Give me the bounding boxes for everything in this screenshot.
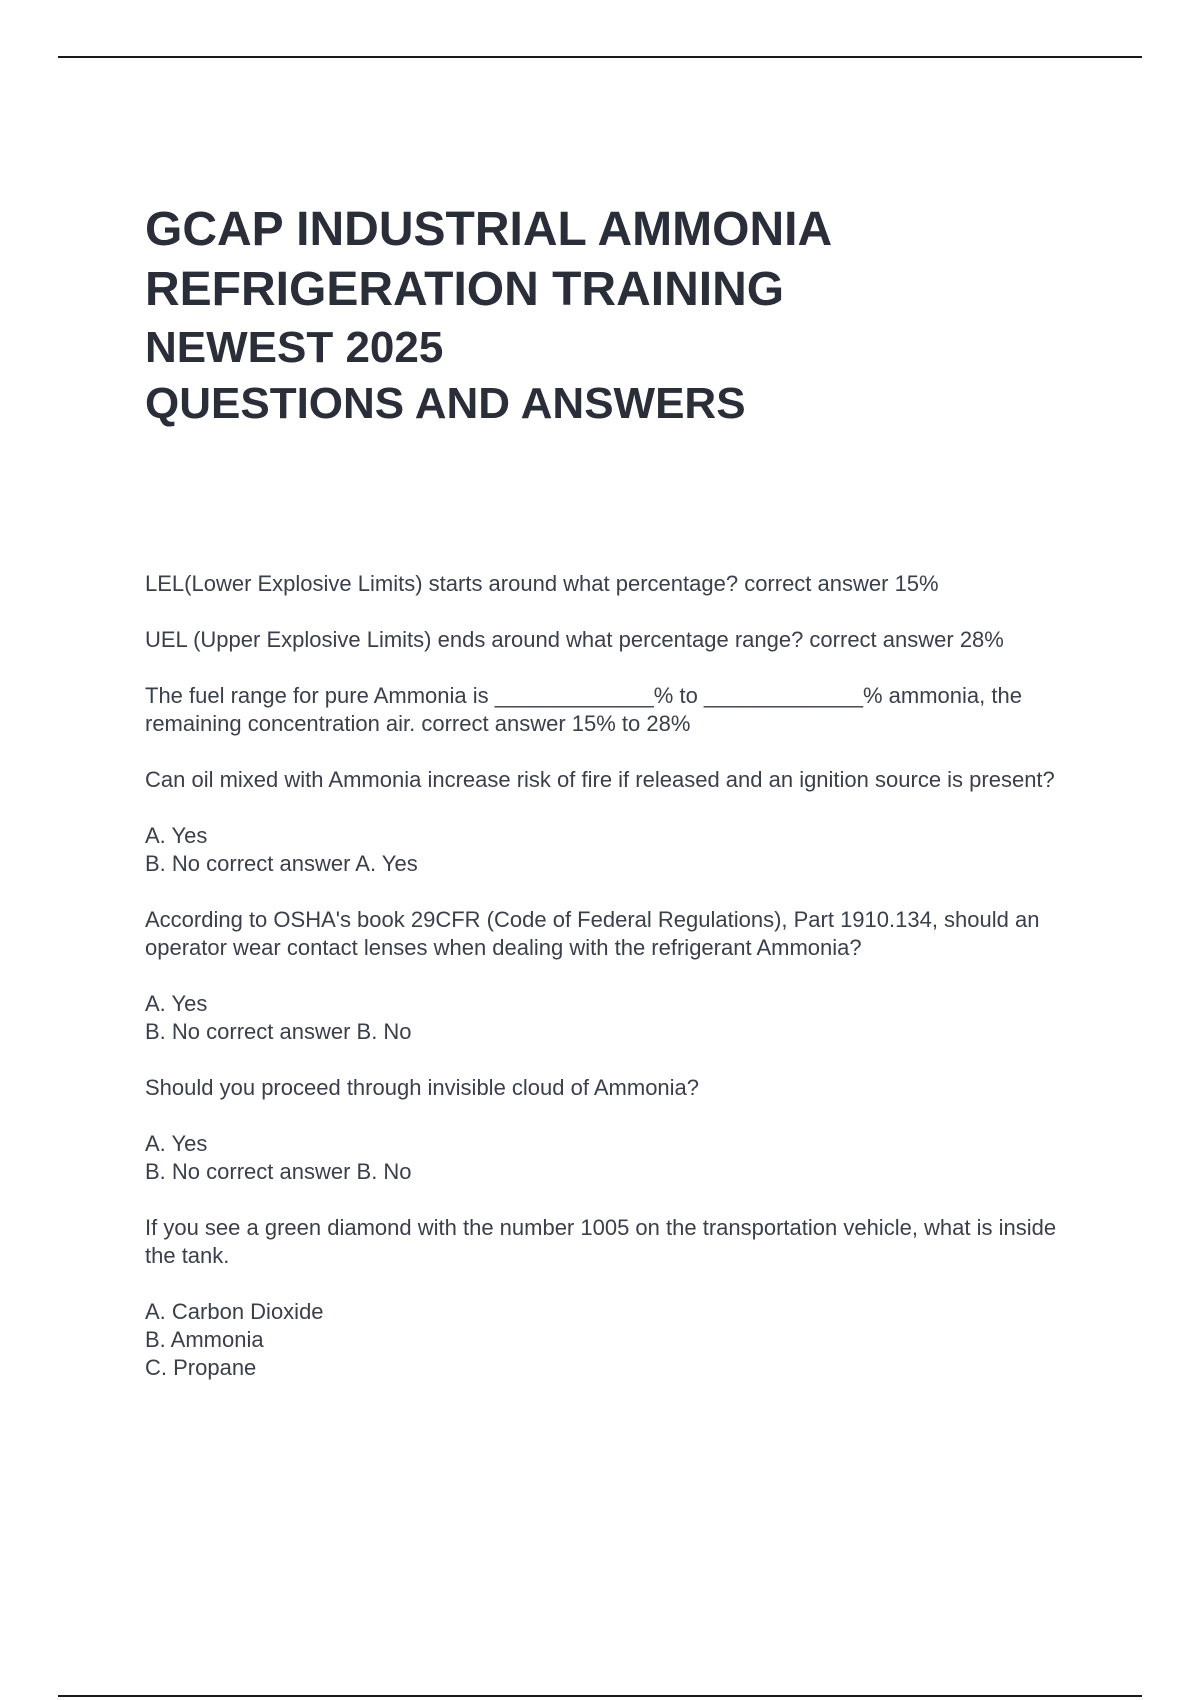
question-4-options xyxy=(145,822,1085,878)
question-5-options xyxy=(145,990,1085,1046)
question-6-options xyxy=(145,1130,1085,1186)
question-6: Should you proceed through invisible cloud of Ammonia? xyxy=(145,1075,700,1100)
option-b: B. No correct answer A. Yes xyxy=(145,851,418,876)
option-c: C. Propane xyxy=(145,1355,257,1380)
document-title xyxy=(145,200,1105,432)
option-a: A. Yes xyxy=(145,991,208,1016)
question-3: The fuel range for pure Ammonia is _____________% to _____________% ammonia, the remaining concentration air. correct answer 15% to 28% xyxy=(145,683,1022,736)
title-line-4: QUESTIONS AND ANSWERS xyxy=(145,379,746,428)
question-7-options xyxy=(145,1298,1085,1382)
option-b: B. No correct answer B. No xyxy=(145,1159,412,1184)
option-b: B. Ammonia xyxy=(145,1327,264,1352)
question-2: UEL (Upper Explosive Limits) ends around what percentage range? correct answer 28% xyxy=(145,627,1004,652)
option-b: B. No correct answer B. No xyxy=(145,1019,412,1044)
option-a: A. Carbon Dioxide xyxy=(145,1299,324,1324)
question-1: LEL(Lower Explosive Limits) starts around what percentage? correct answer 15% xyxy=(145,571,939,596)
title-line-1: GCAP INDUSTRIAL AMMONIA xyxy=(145,203,833,256)
question-7: If you see a green diamond with the number 1005 on the transportation vehicle, what is inside the tank. xyxy=(145,1215,1057,1268)
question-4: Can oil mixed with Ammonia increase risk of fire if released and an ignition source is present? xyxy=(145,767,1055,792)
question-5: According to OSHA's book 29CFR (Code of Federal Regulations), Part 1910.134, should an operator wear contact lenses when dealing with the refrigerant Ammonia? xyxy=(145,907,1040,960)
option-a: A. Yes xyxy=(145,1131,208,1156)
title-line-3: NEWEST 2025 xyxy=(145,323,444,372)
title-line-2: REFRIGERATION TRAINING xyxy=(145,263,785,316)
bottom-rule xyxy=(58,1695,1142,1697)
questions-list xyxy=(145,570,1085,1410)
option-a: A. Yes xyxy=(145,823,208,848)
top-rule xyxy=(58,56,1142,58)
